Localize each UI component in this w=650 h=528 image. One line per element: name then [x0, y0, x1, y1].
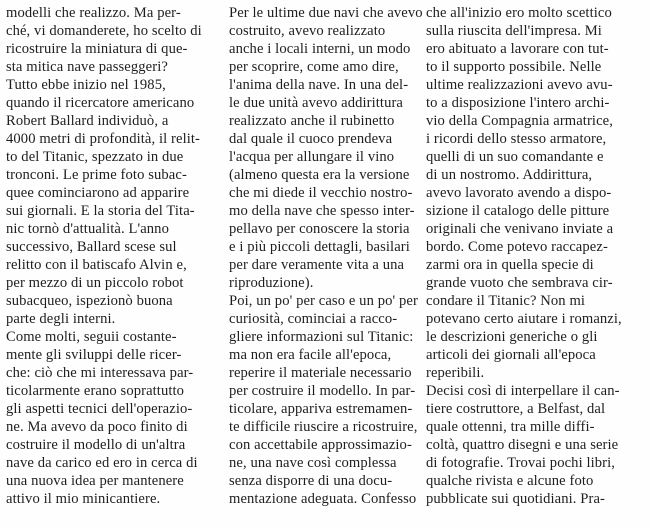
text-line: che all'inizio ero molto scettico: [426, 5, 612, 21]
text-column-3: [426, 4, 646, 508]
text-line: sta mitica nave passeggeri?: [6, 59, 168, 75]
text-line: quando il ricercatore americano: [6, 95, 195, 111]
text-line: mente gli sviluppi delle ricer-: [6, 347, 182, 363]
text-line: coltà, quattro disegni e una serie: [426, 437, 619, 453]
text-line: riproduzione).: [229, 275, 314, 291]
text-line: i ricordi dello stesso armatore,: [426, 131, 607, 147]
text-line: che mi diede il vecchio nostro-: [229, 185, 413, 201]
text-line: Tutto ebbe inizio nel 1985,: [6, 77, 166, 93]
text-line: anche i locali interni, un modo: [229, 41, 411, 57]
text-line: Decisi così di interpellare il can-: [426, 383, 620, 399]
text-line: nic tornò d'attualità. L'anno: [6, 221, 169, 237]
text-line: con accettabile approssimazio-: [229, 437, 412, 453]
text-line: grande vuoto che sembrava cir-: [426, 275, 613, 291]
text-line: senza disporre di una docu-: [229, 473, 393, 489]
text-line: articoli dei giornali all'epoca: [426, 347, 596, 363]
text-line: zarmi ora in quella specie di: [426, 257, 594, 273]
text-line: sizione il catalogo delle pitture: [426, 203, 610, 219]
text-line: qualche rivista e alcune foto: [426, 473, 594, 489]
text-line: una nuova idea per mantenere: [6, 473, 184, 489]
text-line: parte degli interni.: [6, 311, 116, 327]
text-line: (almeno questa era la versione: [229, 167, 410, 183]
text-line: tronconi. Le prime foto subac-: [6, 167, 187, 183]
text-line: Come molti, seguii costante-: [6, 329, 177, 345]
text-line: attivo il mio minicantiere.: [6, 491, 161, 507]
text-line: sulla riuscita dell'impresa. Mi: [426, 23, 602, 39]
text-line: gli aspetti tecnici dell'operazio-: [6, 401, 193, 417]
text-line: Per le ultime due navi che avevo: [229, 5, 423, 21]
text-line: ne. Ma avevo da poco finito di: [6, 419, 188, 435]
text-line: Poi, un po' per caso e un po' per: [229, 293, 418, 309]
text-line: ne, una nave così complessa: [229, 455, 397, 471]
text-line: per scoprire, come amo dire,: [229, 59, 399, 75]
text-line: l'acqua per allungare il vino: [229, 149, 395, 165]
text-line: quelli di un suo comandante e: [426, 149, 604, 165]
text-line: relitto con il batiscafo Alvin e,: [6, 257, 187, 273]
text-line: Robert Ballard individuò, a: [6, 113, 169, 129]
text-line: realizzato anche il rubinetto: [229, 113, 395, 129]
text-line: sui giornali. E la storia del Tita-: [6, 203, 195, 219]
text-line: costruito, avevo realizzato: [229, 23, 386, 39]
text-line: pellavo per conoscere la storia: [229, 221, 410, 237]
text-line: ero abituato a lavorare con tut-: [426, 41, 609, 57]
text-line: successivo, Ballard scese sul: [6, 239, 177, 255]
text-line: dal quale il cuoco prendeva: [229, 131, 393, 147]
text-line: di fotografie. Trovai pochi libri,: [426, 455, 616, 471]
text-line: per dare veramente vita a una: [229, 257, 405, 273]
text-line: nave da carico ed ero in cerca di: [6, 455, 198, 471]
text-line: di un nostromo. Addirittura,: [426, 167, 593, 183]
text-line: bordo. Come potevo raccapez-: [426, 239, 608, 255]
text-line: te difficile riuscire a ricostruire,: [229, 419, 418, 435]
text-line: potevano certo aiutare i romanzi,: [426, 311, 622, 327]
text-line: vio della Compagnia armatrice,: [426, 113, 613, 129]
text-line: ma non era facile all'epoca,: [229, 347, 392, 363]
text-line: e i più piccoli dettagli, basilari: [229, 239, 410, 255]
text-line: reperibili.: [426, 365, 485, 381]
text-line: per costruire il modello. In par-: [229, 383, 416, 399]
text-line: subacqueo, ispezionò buona: [6, 293, 173, 309]
text-line: le descrizioni generiche o gli: [426, 329, 598, 345]
text-line: l'anima della nave. In una del-: [229, 77, 409, 93]
text-line: gliere informazioni sul Titanic:: [229, 329, 414, 345]
text-line: costruire il modello di un'altra: [6, 437, 186, 453]
text-line: pubblicate sui quotidiani. Pra-: [426, 491, 606, 507]
text-line: modelli che realizzo. Ma per-: [6, 5, 181, 21]
text-line: ricostruire la miniatura di que-: [6, 41, 188, 57]
text-line: le due unità avevo addirittura: [229, 95, 404, 111]
text-line: quale ottenni, tra mille diffi-: [426, 419, 595, 435]
text-line: 4000 metri di profondità, il relit-: [6, 131, 200, 147]
text-line: reperire il materiale necessario: [229, 365, 412, 381]
text-line: ticolarmente erano soprattutto: [6, 383, 185, 399]
text-column-1: [6, 4, 216, 508]
text-line: to del Titanic, spezzato in due: [6, 149, 184, 165]
text-line: curiosità, cominciai a racco-: [229, 311, 398, 327]
text-line: avevo lavorato avendo a dispo-: [426, 185, 612, 201]
text-line: condare il Titanic? Non mi: [426, 293, 586, 309]
text-line: ultime realizzazioni avevo avu-: [426, 77, 613, 93]
text-line: ticolare, appariva estremamen-: [229, 401, 413, 417]
text-line: originali che venivano inviate a: [426, 221, 614, 237]
text-line: per mezzo di un piccolo robot: [6, 275, 184, 291]
text-column-2: [229, 4, 429, 508]
text-line: to a disposizione l'intero archi-: [426, 95, 610, 111]
text-line: mo della nave che spesso inter-: [229, 203, 415, 219]
text-line: mentazione adeguata. Confesso: [229, 491, 417, 507]
text-line: tiere costruttore, a Belfast, dal: [426, 401, 606, 417]
text-line: che: ciò che mi interessava par-: [6, 365, 194, 381]
text-line: to il supporto possibile. Nelle: [426, 59, 602, 75]
text-line: ché, vi domanderete, ho scelto di: [6, 23, 202, 39]
text-line: quee cominciarono ad apparire: [6, 185, 190, 201]
